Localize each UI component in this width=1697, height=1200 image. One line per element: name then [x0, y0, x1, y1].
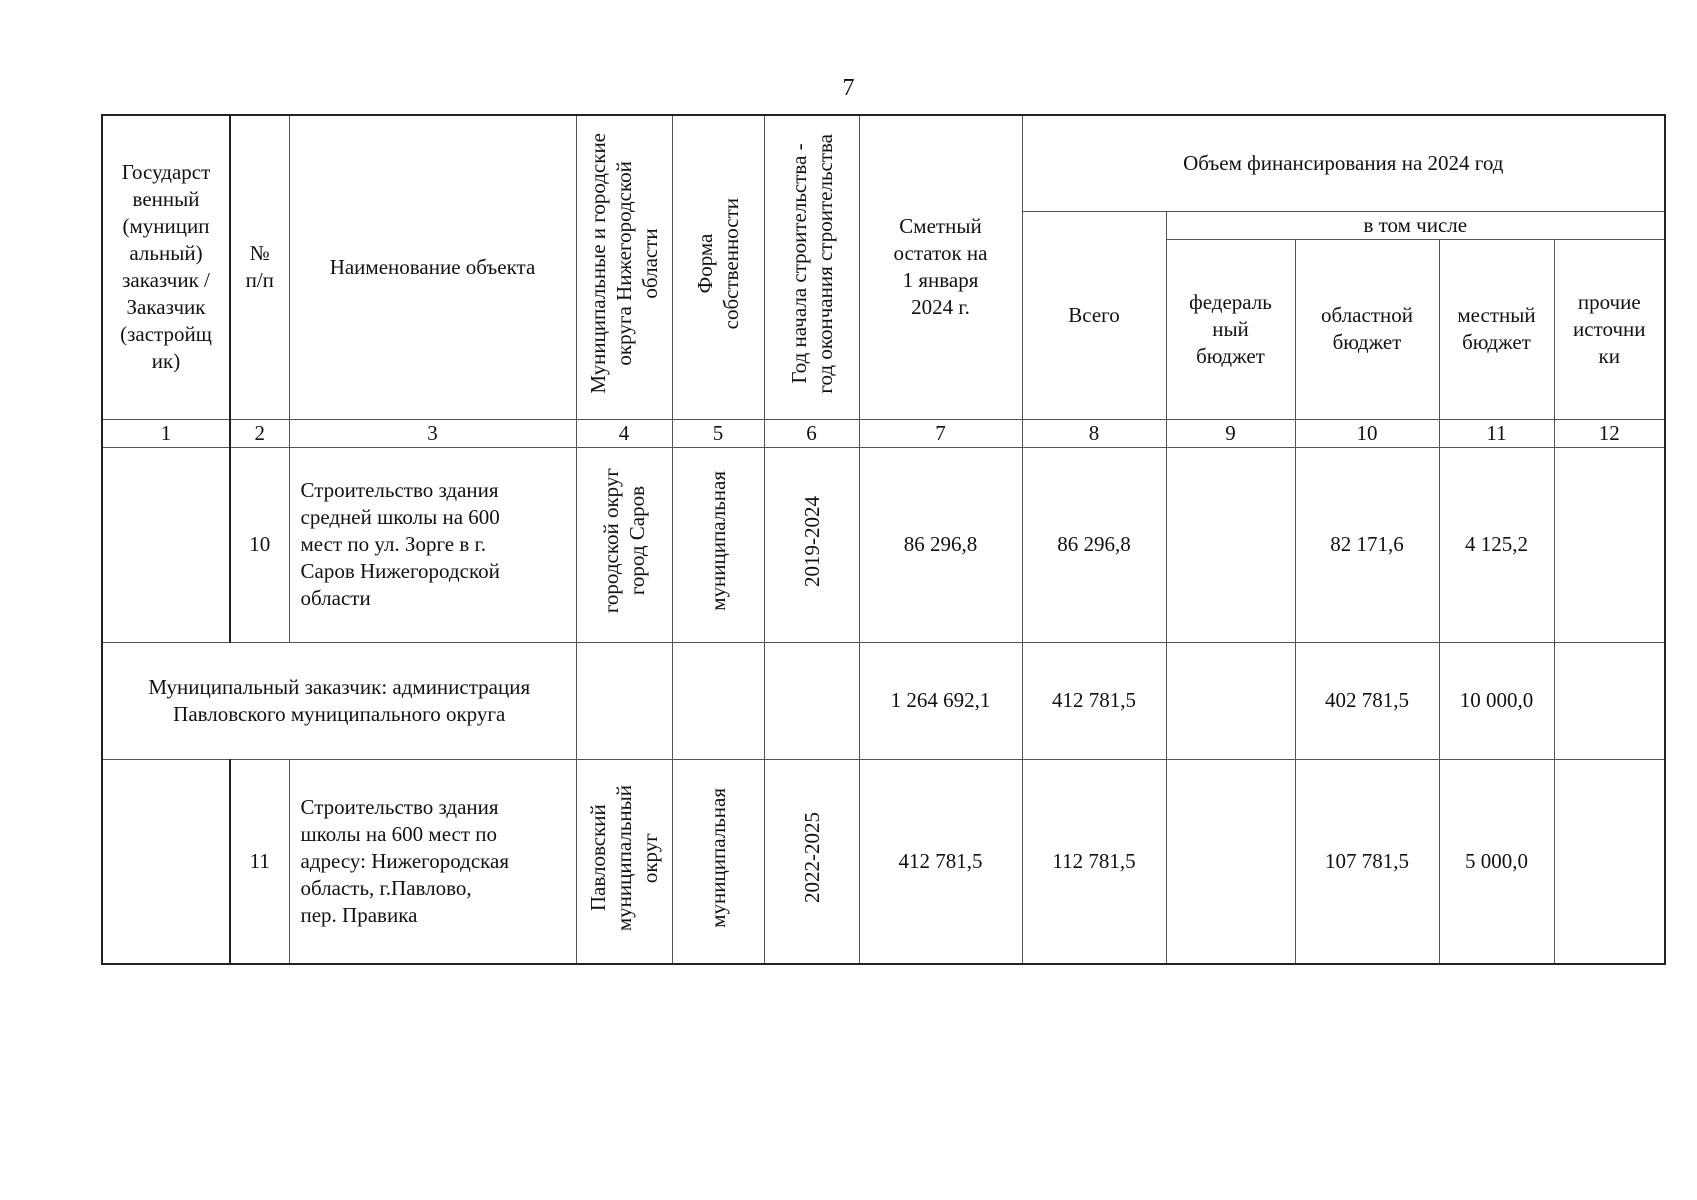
column-number: 10: [1295, 419, 1439, 447]
cell-ownership-text: муниципальная: [706, 471, 730, 611]
customer-row: [102, 642, 1665, 759]
cell-customer: [102, 759, 230, 964]
header-municipality-text: Муниципальные и городские округа Нижегородской области: [586, 133, 662, 395]
cell-ownership-text: муниципальная: [706, 787, 730, 928]
cell-years: [764, 759, 859, 964]
cell-ownership: [672, 447, 764, 642]
header-years-text: Год начала строительства - год окончания строительства: [786, 133, 837, 394]
column-number: 7: [859, 419, 1022, 447]
cell-federal: [1166, 642, 1295, 759]
header-ownership-text: Форма собственности: [693, 198, 743, 330]
cell-municipality-text: городской округ город Саров: [599, 468, 649, 614]
header-federal: федераль ный бюджет: [1166, 239, 1295, 419]
table-row: [102, 759, 1665, 964]
header-object-name: Наименование объекта: [289, 115, 576, 419]
cell-estimate: 412 781,5: [859, 759, 1022, 964]
cell-federal: [1166, 759, 1295, 964]
cell-regional: 107 781,5: [1295, 759, 1439, 964]
cell-local: 4 125,2: [1439, 447, 1554, 642]
table-row: [102, 447, 1665, 642]
cell-years: [764, 642, 859, 759]
cell-number: 10: [230, 447, 289, 642]
cell-municipality: [576, 642, 672, 759]
header-number: № п/п: [230, 115, 289, 419]
header-other: прочие источни ки: [1554, 239, 1665, 419]
header-including: в том числе: [1166, 211, 1665, 239]
cell-local: 10 000,0: [1439, 642, 1554, 759]
header-local: местный бюджет: [1439, 239, 1554, 419]
column-number: 1: [102, 419, 230, 447]
cell-federal: [1166, 447, 1295, 642]
cell-municipality-text: Павловский муниципальный округ: [586, 784, 662, 931]
financing-table: [101, 114, 1666, 965]
cell-total: 112 781,5: [1022, 759, 1166, 964]
header-estimate: Сметный остаток на 1 января 2024 г.: [859, 115, 1022, 419]
cell-estimate: 86 296,8: [859, 447, 1022, 642]
cell-other: [1554, 759, 1665, 964]
cell-other: [1554, 642, 1665, 759]
cell-local: 5 000,0: [1439, 759, 1554, 964]
cell-municipality: [576, 759, 672, 964]
column-number: 6: [764, 419, 859, 447]
cell-municipality: [576, 447, 672, 642]
cell-regional: 402 781,5: [1295, 642, 1439, 759]
header-funding: Объем финансирования на 2024 год: [1022, 115, 1665, 211]
column-number: 11: [1439, 419, 1554, 447]
cell-total: 86 296,8: [1022, 447, 1166, 642]
page-number: 7: [842, 75, 855, 101]
cell-estimate: 1 264 692,1: [859, 642, 1022, 759]
header-municipality: [576, 115, 672, 419]
column-number: 8: [1022, 419, 1166, 447]
cell-total: 412 781,5: [1022, 642, 1166, 759]
column-number: 4: [576, 419, 672, 447]
column-number: 5: [672, 419, 764, 447]
cell-years: [764, 447, 859, 642]
cell-customer-label: Муниципальный заказчик: администрация Павловского муниципального округа: [102, 642, 576, 759]
cell-regional: 82 171,6: [1295, 447, 1439, 642]
header-customer: Государст венный (муницип альный) заказчик / Заказчик (застройщ ик): [102, 115, 230, 419]
cell-object-name: Строительство здания школы на 600 мест по адресу: Нижегородская область, г.Павлово, пер. Правика: [289, 759, 576, 964]
cell-ownership: [672, 759, 764, 964]
cell-years-text: 2022-2025: [799, 812, 824, 904]
cell-other: [1554, 447, 1665, 642]
cell-ownership: [672, 642, 764, 759]
cell-object-name: Строительство здания средней школы на 600 мест по ул. Зорге в г. Саров Нижегородской области: [289, 447, 576, 642]
column-number: 2: [230, 419, 289, 447]
column-number: 3: [289, 419, 576, 447]
header-regional: областной бюджет: [1295, 239, 1439, 419]
header-total: Всего: [1022, 211, 1166, 419]
header-ownership: [672, 115, 764, 419]
column-number: 9: [1166, 419, 1295, 447]
column-numbers-row: [102, 419, 1665, 447]
header-years: [764, 115, 859, 419]
column-number: 12: [1554, 419, 1665, 447]
cell-years-text: 2019-2024: [799, 495, 824, 587]
cell-customer: [102, 447, 230, 642]
cell-number: 11: [230, 759, 289, 964]
